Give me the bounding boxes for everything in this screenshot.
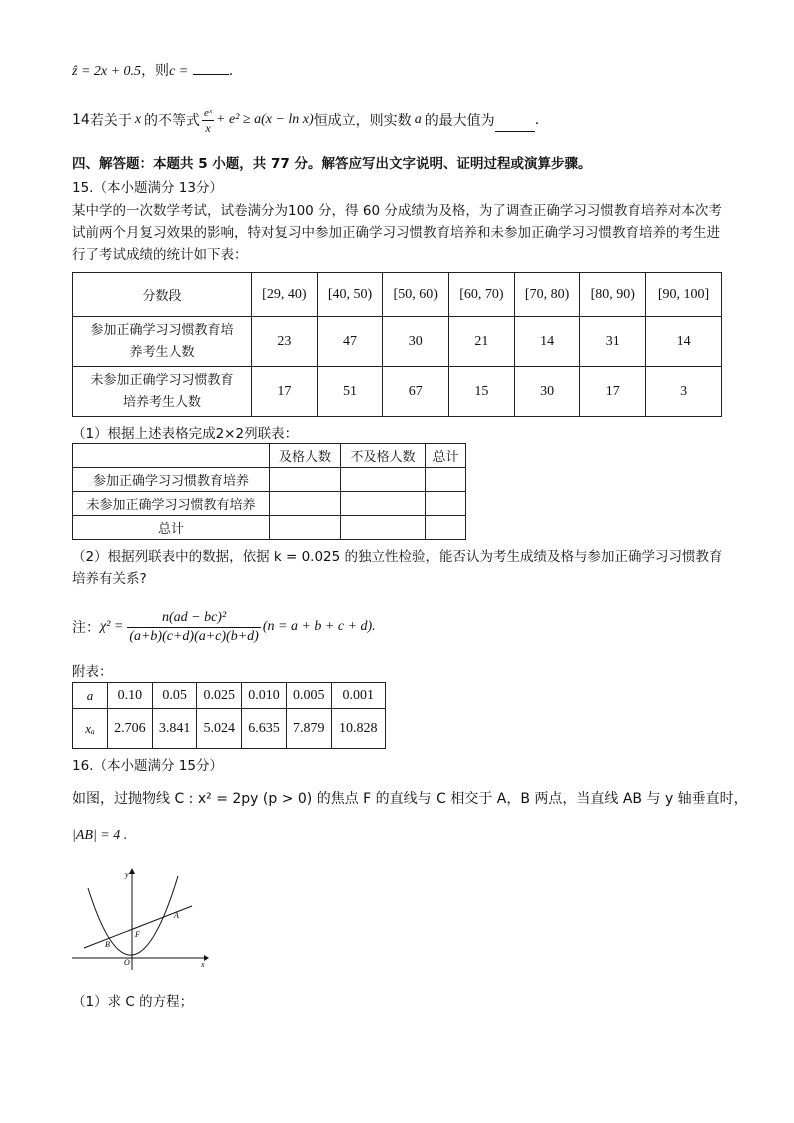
table-row bbox=[73, 367, 722, 417]
table-cell: 0.005 bbox=[286, 683, 331, 709]
row-label: 未参加正确学习习惯教育培养考生人数 bbox=[73, 367, 252, 417]
table-cell: 30 bbox=[514, 367, 580, 417]
q14-rhs: + e² ≥ a(x − ln x) bbox=[216, 112, 314, 127]
empty-cell bbox=[270, 492, 341, 516]
appendix-label: 附表： bbox=[72, 664, 113, 680]
table-cell: 17 bbox=[252, 367, 318, 417]
table-header-row bbox=[73, 444, 466, 468]
table-cell: 30 bbox=[383, 317, 449, 367]
row-label: 参加正确学习习惯教育培养考生人数 bbox=[73, 317, 252, 367]
table-row bbox=[73, 683, 386, 709]
row-label: 参加正确学习习惯教育培养 bbox=[73, 468, 270, 492]
header-cell: [70, 80) bbox=[514, 273, 580, 317]
q15-part2: （2）根据列联表中的数据，依据 k = 0.025 的独立性检验，能否认为考生成绩及格与参加正确学习习惯教育培养有关系? bbox=[72, 549, 723, 587]
header-cell: 总计 bbox=[426, 444, 466, 468]
q14-frac-top: eˣ bbox=[204, 106, 213, 119]
q14-text-2: 的不等式 bbox=[144, 113, 201, 129]
table-cell: 5.024 bbox=[197, 709, 242, 749]
table-cell: 3 bbox=[646, 367, 722, 417]
q14-text-4: 的最大值为 bbox=[424, 113, 495, 129]
table-header-row bbox=[73, 273, 722, 317]
header-cell: [50, 60) bbox=[383, 273, 449, 317]
q15-intro: 某中学的一次数学考试，试卷满分为100 分，得 60 分成绩为及格，为了调查正确学习习惯教育培养对本次考试前两个月复习效果的影响，特对复习中参加正确学习习惯教育培养和未参加正确学习习惯教育培养的考生进行了考试成绩的统计如下表： bbox=[72, 203, 722, 263]
chi-square-note bbox=[72, 604, 376, 650]
header-cell: [60, 70) bbox=[449, 273, 515, 317]
table-row bbox=[73, 492, 466, 516]
table-cell: 0.025 bbox=[197, 683, 242, 709]
label-y: y bbox=[125, 870, 129, 879]
label-b: B bbox=[105, 940, 110, 949]
note-label: 注： bbox=[72, 620, 100, 636]
q14-frac-bot: x bbox=[205, 120, 211, 135]
empty-cell bbox=[341, 468, 426, 492]
row-label: 总计 bbox=[73, 516, 270, 540]
table-cell: 3.841 bbox=[152, 709, 197, 749]
table-cell: 51 bbox=[317, 367, 383, 417]
q14-text-1: 若关于 bbox=[89, 113, 132, 129]
q13-formula: ẑ = 2x + 0.5 bbox=[72, 64, 142, 79]
empty-cell bbox=[426, 516, 466, 540]
table-cell: 10.828 bbox=[331, 709, 385, 749]
q16-line2: |AB| = 4 . bbox=[72, 828, 128, 843]
row-label: a bbox=[73, 683, 108, 709]
parabola-figure bbox=[70, 866, 210, 976]
q16-line1: 如图，过抛物线 C : x² = 2py (p > 0) 的焦点 F 的直线与 C 相交于 A，B 两点，当直线 AB 与 y 轴垂直时， bbox=[72, 791, 748, 807]
table-cell: 47 bbox=[317, 317, 383, 367]
score-distribution-table bbox=[72, 272, 722, 417]
empty-cell bbox=[426, 492, 466, 516]
empty-cell bbox=[270, 468, 341, 492]
q13-end: . bbox=[228, 63, 234, 79]
q14-x: x bbox=[134, 112, 142, 127]
row-label: 未参加正确学习习惯教有培养 bbox=[73, 492, 270, 516]
note-denominator: (a+b)(c+d)(a+c)(b+d) bbox=[129, 628, 259, 644]
label-origin: O bbox=[124, 958, 130, 967]
empty-cell bbox=[341, 516, 426, 540]
q14-number: 14 bbox=[72, 112, 90, 128]
note-tail: (n = a + b + c + d). bbox=[262, 619, 376, 634]
q14-text-3: 恒成立，则实数 bbox=[313, 113, 412, 129]
table-cell: 0.010 bbox=[242, 683, 287, 709]
header-cell: [80, 90) bbox=[580, 273, 646, 317]
empty-cell bbox=[341, 492, 426, 516]
table-cell: 7.879 bbox=[286, 709, 331, 749]
row-label: xₐ bbox=[73, 709, 108, 749]
table-cell: 6.635 bbox=[242, 709, 287, 749]
x-axis-arrow-icon bbox=[204, 955, 209, 961]
empty-cell bbox=[270, 516, 341, 540]
q14-fraction bbox=[202, 106, 214, 135]
table-row bbox=[73, 516, 466, 540]
parabola-curve bbox=[88, 876, 178, 955]
table-row bbox=[73, 468, 466, 492]
q14-a: a bbox=[414, 112, 422, 127]
q14-blank bbox=[495, 119, 535, 132]
table-cell: 0.10 bbox=[108, 683, 153, 709]
table-row bbox=[73, 317, 722, 367]
q15-part1: （1）根据上述表格完成2×2列联表： bbox=[72, 426, 299, 442]
q13-blank bbox=[193, 62, 229, 75]
table-cell: 17 bbox=[580, 367, 646, 417]
table-cell: 67 bbox=[383, 367, 449, 417]
q14-end: . bbox=[534, 112, 540, 128]
table-cell: 14 bbox=[646, 317, 722, 367]
header-cell: [40, 50) bbox=[317, 273, 383, 317]
q16-part1: （1）求 C 的方程； bbox=[72, 994, 194, 1010]
table-cell: 0.001 bbox=[331, 683, 385, 709]
label-a: A bbox=[174, 911, 179, 920]
table-cell: 31 bbox=[580, 317, 646, 367]
q16-header: 16.（本小题满分 15分） bbox=[72, 758, 223, 774]
header-cell: 分数段 bbox=[73, 273, 252, 317]
table-cell: 15 bbox=[449, 367, 515, 417]
q13-var: c = bbox=[169, 64, 189, 79]
empty-cell bbox=[426, 468, 466, 492]
q15-header: 15.（本小题满分 13分） bbox=[72, 180, 223, 196]
note-lhs: χ² = bbox=[100, 619, 124, 634]
table-cell: 21 bbox=[449, 317, 515, 367]
q14-line bbox=[72, 100, 539, 140]
table-cell: 0.05 bbox=[152, 683, 197, 709]
header-cell: [29, 40) bbox=[252, 273, 318, 317]
q13-text: ，则 bbox=[141, 63, 170, 79]
note-numerator: n(ad − bc)² bbox=[127, 609, 261, 628]
label-f: F bbox=[135, 930, 140, 939]
q13-answer-line bbox=[72, 60, 233, 80]
contingency-table bbox=[72, 443, 466, 540]
header-cell: 及格人数 bbox=[270, 444, 341, 468]
chi-square-fraction bbox=[127, 609, 261, 646]
critical-value-table bbox=[72, 682, 386, 749]
table-row bbox=[73, 709, 386, 749]
header-cell: [90, 100] bbox=[646, 273, 722, 317]
table-cell: 2.706 bbox=[108, 709, 153, 749]
header-cell bbox=[73, 444, 270, 468]
label-x: x bbox=[201, 960, 205, 969]
table-cell: 14 bbox=[514, 317, 580, 367]
header-cell: 不及格人数 bbox=[341, 444, 426, 468]
section-heading: 四、解答题：本题共 5 小题，共 77 分。解答应写出文字说明、证明过程或演算步骤。 bbox=[72, 156, 592, 172]
y-axis-arrow-icon bbox=[129, 868, 135, 874]
table-cell: 23 bbox=[252, 317, 318, 367]
